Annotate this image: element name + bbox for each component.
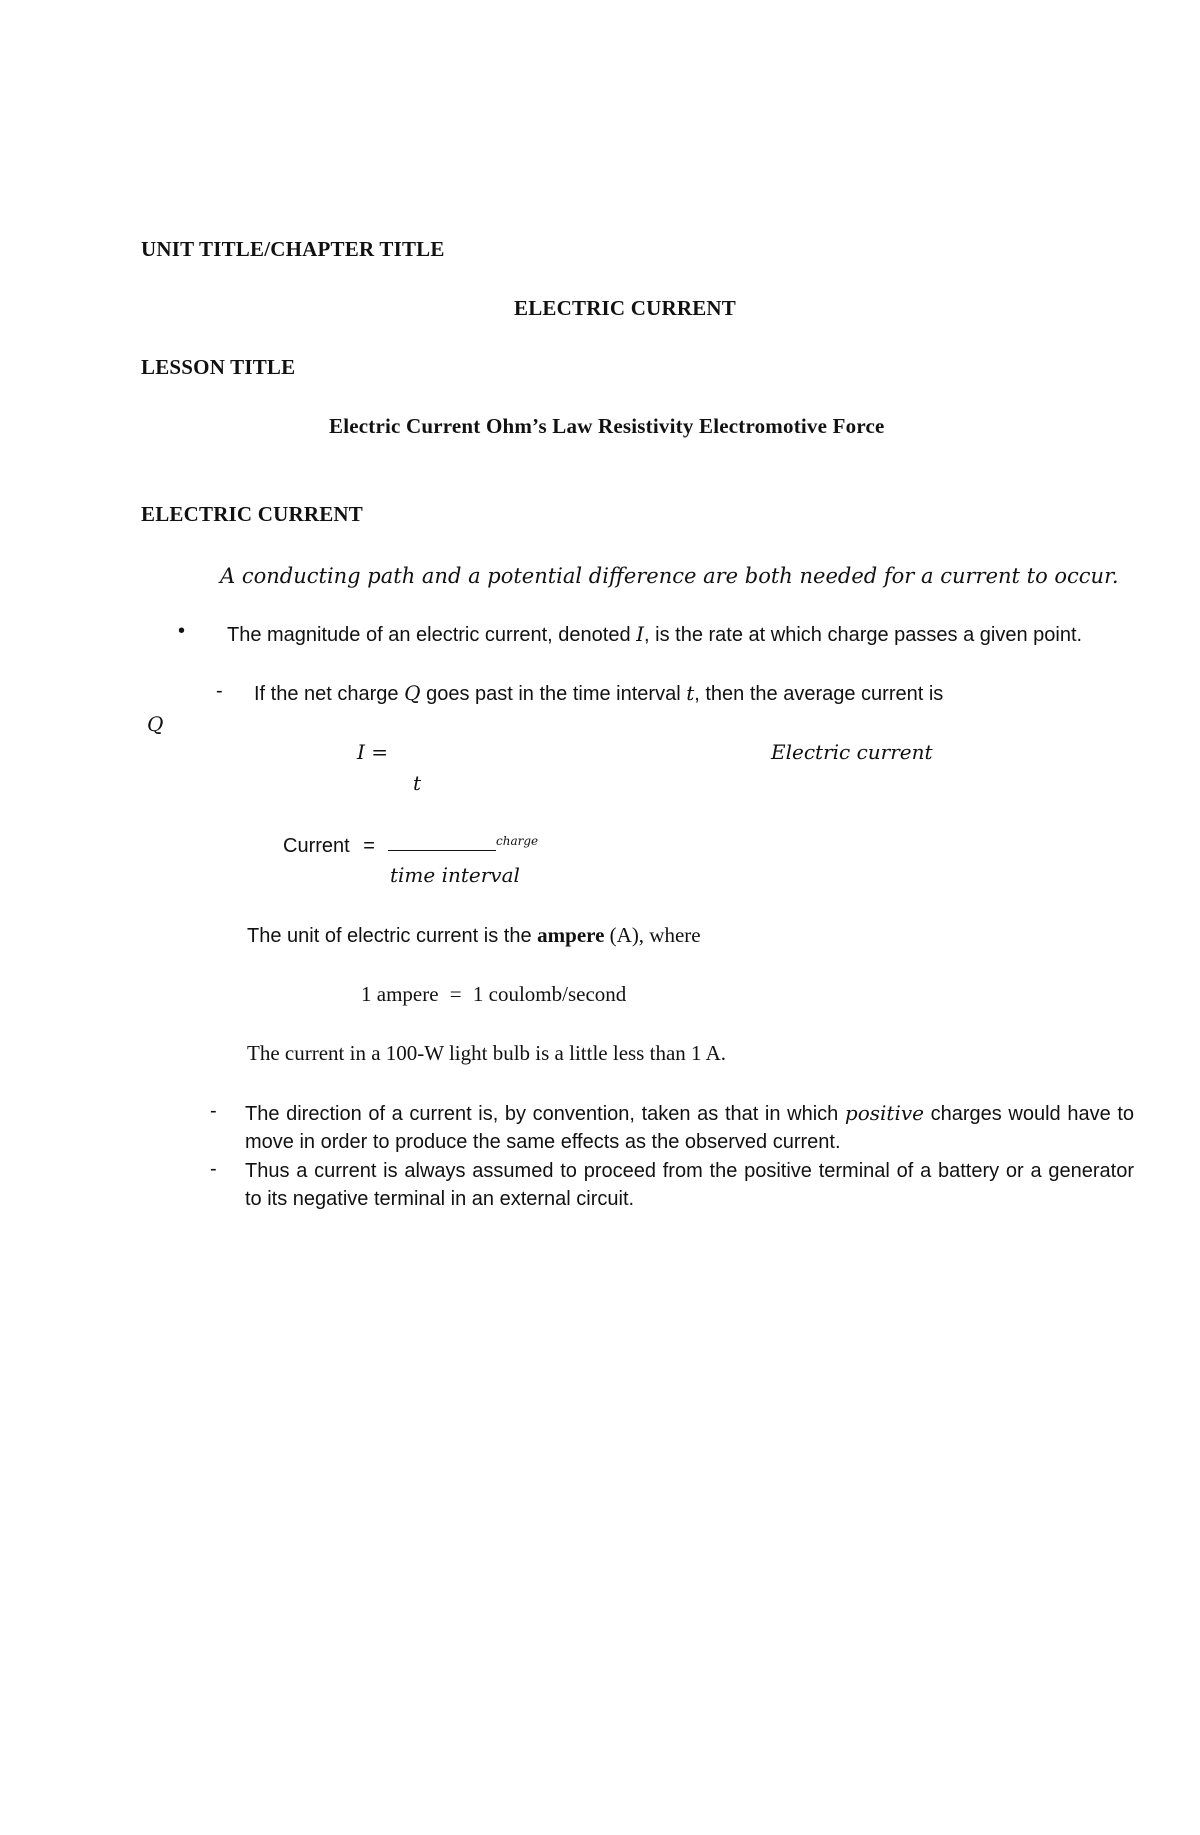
dash-marker-3: - xyxy=(210,1158,217,1180)
ampere-term: ampere xyxy=(537,923,605,947)
unit-title-value: ELECTRIC CURRENT xyxy=(514,296,736,320)
bullet-text-after: , is the rate at which charge passes a given point. xyxy=(644,624,1083,646)
bullet-magnitude-text xyxy=(227,622,1082,647)
average-current-text xyxy=(254,681,943,706)
fraction-bar xyxy=(388,850,496,851)
unit-sentence-b: (A), where xyxy=(604,923,701,947)
formula-denominator: t xyxy=(413,771,422,795)
dash1-text-c: , then the average current is xyxy=(694,683,944,705)
formula-lhs: I = xyxy=(357,740,389,764)
lesson-title-label: LESSON TITLE xyxy=(141,355,296,379)
dash-marker-1: - xyxy=(216,680,223,702)
word-eq-current: Current xyxy=(283,835,350,857)
dash1-text-b: goes past in the time interval xyxy=(420,683,687,705)
intro-statement: A conducting path and a potential difference are both needed for a current to occur. xyxy=(220,564,1119,588)
bulb-sentence: The current in a 100-W light bulb is a little less than 1 A. xyxy=(247,1041,727,1065)
unit-def-equals: = xyxy=(449,982,462,1006)
dash-marker-2: - xyxy=(210,1100,217,1122)
formula-name: Electric current xyxy=(771,740,933,764)
formula-numerator: Q xyxy=(147,712,164,736)
unit-title-label: UNIT TITLE/CHAPTER TITLE xyxy=(141,237,445,261)
lesson-title-value: Electric Current Ohm’s Law Resistivity Electromotive Force xyxy=(329,414,885,438)
symbol-Q: Q xyxy=(404,681,421,705)
word-eq-numerator: charge xyxy=(496,834,539,848)
dash2-text-a: The direction of a current is, by convention, taken as that in which xyxy=(245,1103,845,1125)
unit-sentence xyxy=(247,923,701,948)
unit-def-lhs: 1 ampere xyxy=(361,982,439,1006)
dash2-text-b: charges would have to move in order to produce the same effects as the observed current. xyxy=(245,1103,1135,1153)
unit-sentence-a: The unit of electric current is the xyxy=(247,925,538,947)
section-heading: ELECTRIC CURRENT xyxy=(141,502,363,526)
symbol-t: t xyxy=(686,681,695,705)
word-eq-lhs xyxy=(283,835,375,858)
bullet-marker: • xyxy=(178,620,186,642)
word-eq-equals: = xyxy=(363,835,375,857)
symbol-I: I xyxy=(636,622,645,646)
direction-paragraph: Thus a current is always assumed to proceed from the positive terminal of a battery or a generator to its negative terminal in an external circuit. xyxy=(245,1160,1134,1210)
unit-def-rhs: 1 coulomb/second xyxy=(472,982,627,1006)
bullet-text-before: The magnitude of an electric current, denoted xyxy=(227,624,637,646)
positive-term: positive xyxy=(844,1101,924,1125)
dash1-text-a: If the net charge xyxy=(254,683,405,705)
convention-paragraph xyxy=(245,1099,1134,1156)
unit-definition xyxy=(361,982,626,1007)
word-eq-denominator: time interval xyxy=(390,863,520,887)
